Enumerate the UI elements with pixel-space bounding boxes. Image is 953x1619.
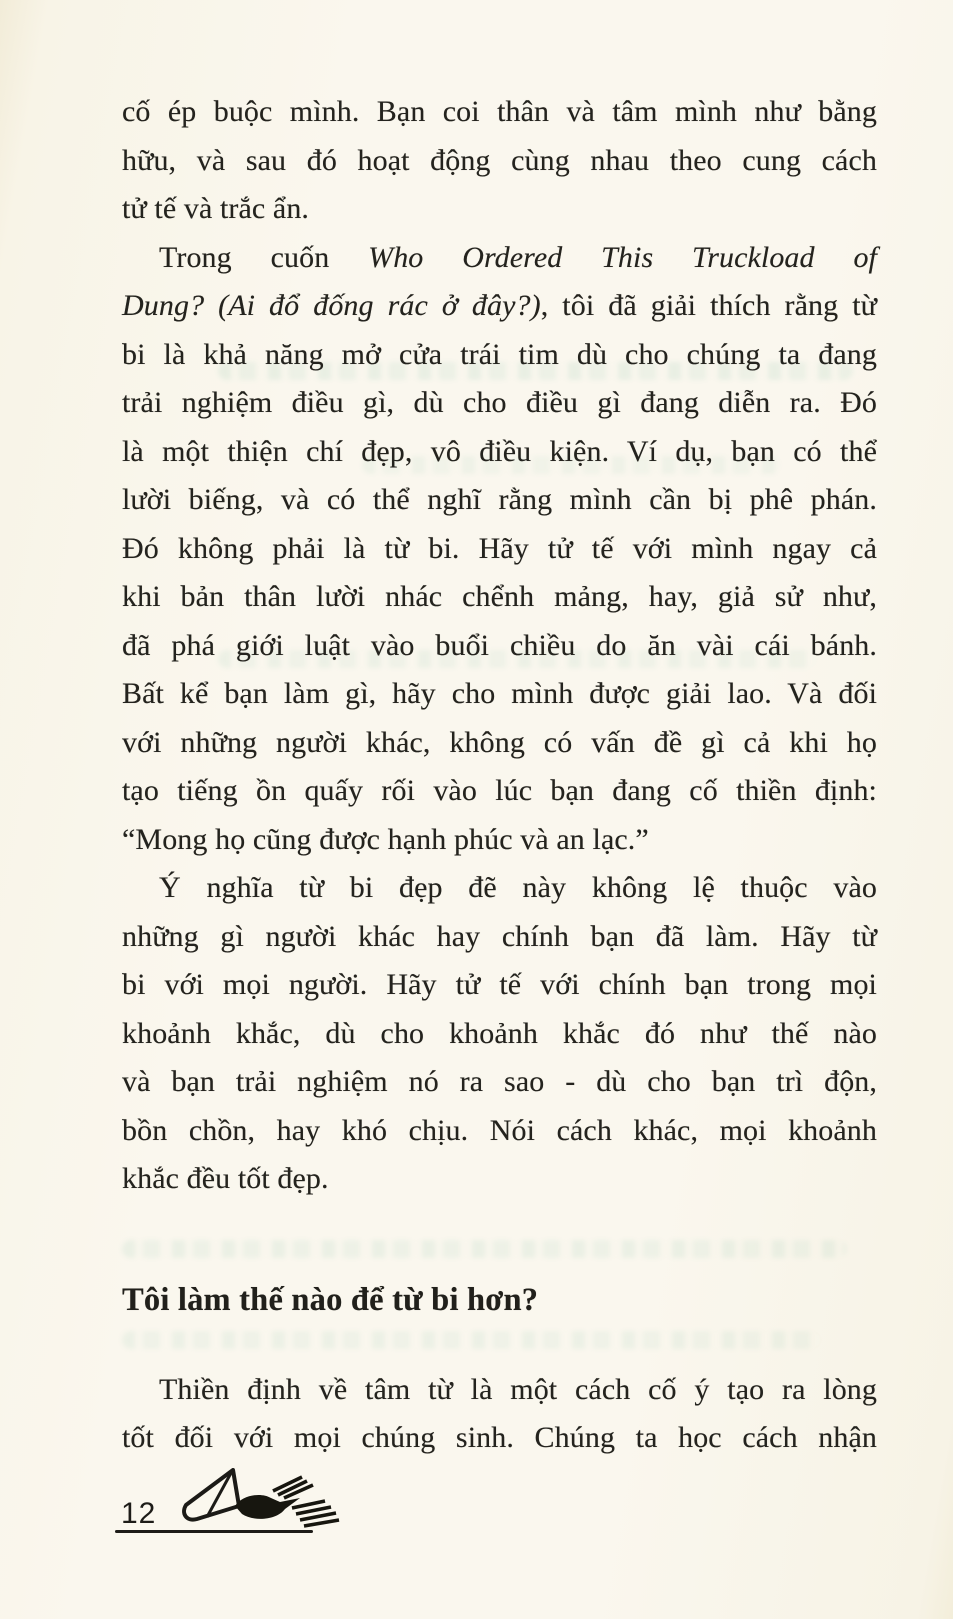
text-line: lười biếng, và có thể nghĩ rằng mình cần bị phê phán.	[122, 483, 877, 516]
page-number: 12	[121, 1497, 157, 1530]
text-line: khoảnh khắc, dù cho khoảnh khắc đó như thế nào	[122, 1016, 877, 1050]
text-line: và bạn trải nghiệm nó ra sao - dù cho bạn trì độn,	[122, 1065, 877, 1098]
text-line: bi với mọi người. Hãy tử tế với chính bạn trong mọi	[122, 968, 877, 1001]
text-block	[122, 88, 877, 1463]
text-line: trải nghiệm điều gì, dù cho điều gì đang diễn ra. Đó	[122, 386, 877, 419]
flying-bird-ornament-icon	[176, 1465, 344, 1537]
text-line: tử tế và trắc ẩn.	[122, 192, 310, 225]
text-line: hữu, và sau đó hoạt động cùng nhau theo cung cách	[122, 143, 877, 177]
text-line: Trong cuốn Who Ordered This Truckload of	[159, 240, 877, 274]
text-line: Dung? (Ai đổ đống rác ở đây?), tôi đã giải thích rằng từ	[122, 289, 877, 322]
paragraph	[122, 88, 877, 234]
paragraph	[122, 1366, 877, 1463]
text-line: tốt đối với mọi chúng sinh. Chúng ta học cách nhận	[122, 1421, 877, 1454]
paragraph	[122, 234, 877, 865]
text-line: bồn chồn, hay khó chịu. Nói cách khác, mọi khoảnh	[122, 1113, 877, 1147]
text-line: cố ép buộc mình. Bạn coi thân và tâm mình như bằng	[122, 95, 877, 128]
text-line: tạo tiếng ồn quấy rối vào lúc bạn đang cố thiền định:	[122, 774, 877, 807]
text-line: đã phá giới luật vào buổi chiều do ăn vài cái bánh.	[122, 628, 877, 662]
text-line: “Mong họ cũng được hạnh phúc và an lạc.”	[122, 822, 649, 856]
paragraph	[122, 864, 877, 1204]
text-line: Đó không phải là từ bi. Hãy tử tế với mình ngay cả	[122, 531, 877, 565]
text-line: Bất kể bạn làm gì, hãy cho mình được giải lao. Và đối	[122, 677, 877, 710]
section-heading: Tôi làm thế nào để từ bi hơn?	[122, 1281, 539, 1318]
text-line: khi bản thân lười nhác chểnh mảng, hay, giả sử như,	[122, 580, 877, 613]
text-line: bi là khả năng mở cửa trái tim dù cho chúng ta đang	[122, 337, 877, 371]
text-line: Ý nghĩa từ bi đẹp đẽ này không lệ thuộc vào	[159, 871, 877, 904]
text-line: khắc đều tốt đẹp.	[122, 1162, 329, 1195]
text-line: là một thiện chí đẹp, vô điều kiện. Ví dụ, bạn có thể	[122, 434, 877, 468]
text-line: với những người khác, không có vấn đề gì cả khi họ	[122, 725, 877, 759]
text-line: những gì người khác hay chính bạn đã làm. Hãy từ	[122, 919, 877, 953]
text-line: Thiền định về tâm từ là một cách cố ý tạo ra lòng	[159, 1372, 877, 1406]
